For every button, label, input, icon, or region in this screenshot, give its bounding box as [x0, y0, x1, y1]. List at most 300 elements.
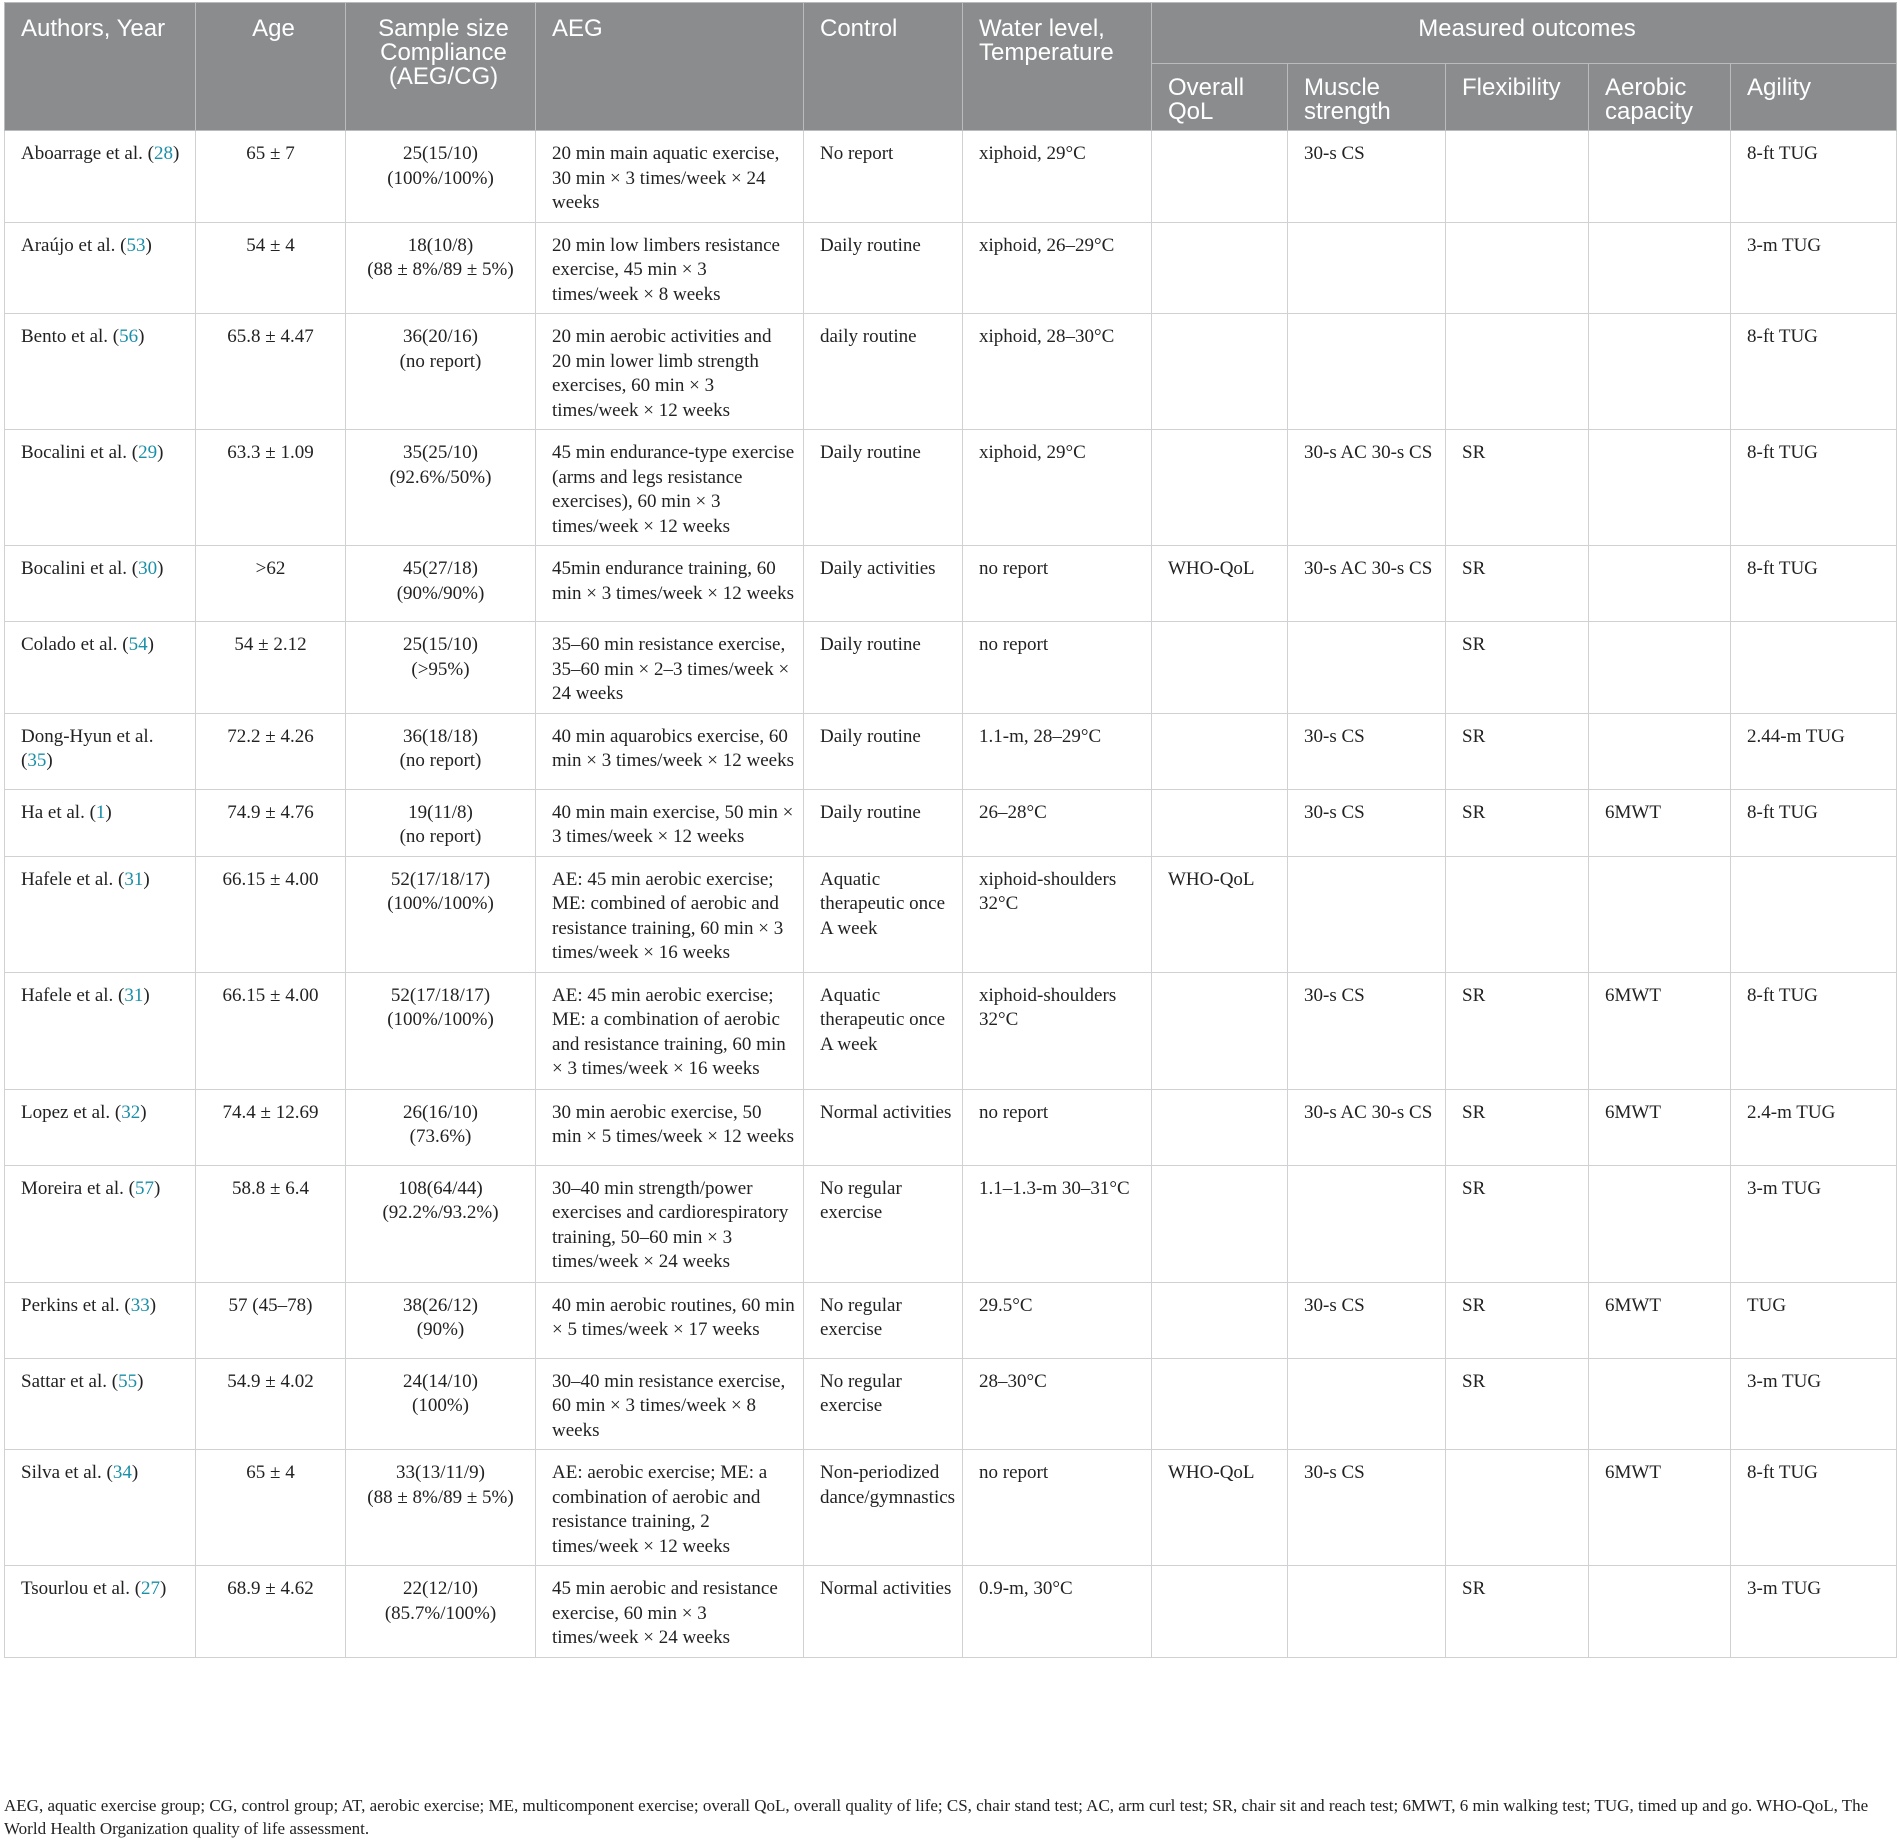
- reference-link[interactable]: 1: [95, 801, 106, 823]
- control-cell: [804, 1566, 963, 1658]
- aeg-cell: [536, 222, 804, 314]
- reference-link[interactable]: 56: [119, 326, 139, 347]
- control-cell: [804, 314, 963, 430]
- aeg-cell: [536, 131, 804, 223]
- table-row: [5, 622, 1897, 714]
- header-control: Control: [804, 3, 963, 131]
- aerobic-cell: [1589, 1089, 1731, 1165]
- sample-size-cell: [346, 1566, 536, 1658]
- strength-cell: [1288, 1566, 1446, 1658]
- author-name: Aboarrage et al. (: [21, 143, 154, 164]
- age-value: 74.4 ± 12.69: [222, 1101, 319, 1123]
- water-value: xiphoid-shoulders 32°C: [979, 868, 1117, 914]
- aeg-description: 40 min main exercise, 50 min × 3 times/week × 12 weeks: [552, 801, 794, 847]
- water-value: xiphoid, 28–30°C: [979, 326, 1115, 347]
- agility-value: 3-m TUG: [1747, 1578, 1822, 1599]
- sample-size-value: 52(17/18/17): [390, 984, 491, 1006]
- reference-link[interactable]: 32: [121, 1101, 141, 1123]
- aerobic-cell: [1589, 856, 1731, 972]
- age-cell: [196, 222, 346, 314]
- aeg-cell: [536, 1089, 804, 1165]
- reference-close: ): [105, 801, 112, 823]
- control-cell: [804, 1450, 963, 1566]
- aeg-description: 35–60 min resistance exercise, 35–60 min × 2–3 times/week × 24 weeks: [552, 634, 790, 704]
- table-footnote: AEG, aquatic exercise group; CG, control group; AT, aerobic exercise; ME, multicomponent exercise; overall QoL, overall quality of life; CS, chair stand test; AC, arm curl test; SR, chair sit and reach test; 6MWT, 6 min walking test; TUG, timed up and go. WHO-QoL, The World Health Organization quality of life assessment.: [4, 1796, 1869, 1838]
- strength-cell: [1288, 1358, 1446, 1450]
- sample-size-value: 25(15/10): [403, 634, 478, 655]
- control-value: Daily activities: [820, 558, 936, 579]
- flexibility-cell: [1446, 1089, 1589, 1165]
- water-cell: [963, 1358, 1152, 1450]
- agility-cell: [1731, 1089, 1897, 1165]
- aerobic-cell: [1589, 1282, 1731, 1358]
- table-row: [5, 222, 1897, 314]
- aeg-description: 20 min aerobic activities and 20 min lower limb strength exercises, 60 min × 3 times/week × 12 weeks: [552, 326, 772, 421]
- agility-value: 8-ft TUG: [1747, 326, 1818, 347]
- age-cell: [196, 430, 346, 546]
- header-sample-size: Sample size Compliance (AEG/CG): [346, 3, 536, 131]
- water-value: 28–30°C: [979, 1370, 1047, 1392]
- aerobic-cell: [1589, 1358, 1731, 1450]
- qol-cell: [1152, 430, 1288, 546]
- author-name: Bento et al. (: [21, 326, 120, 347]
- flexibility-cell: [1446, 972, 1589, 1089]
- strength-cell: [1288, 972, 1446, 1089]
- agility-value: 8-ft TUG: [1747, 1462, 1818, 1483]
- water-cell: [963, 1450, 1152, 1566]
- table-row: [5, 430, 1897, 546]
- age-value: 68.9 ± 4.62: [227, 1578, 314, 1599]
- reference-link[interactable]: 54: [128, 634, 148, 655]
- agility-cell: [1731, 789, 1897, 856]
- sample-size-value: 22(12/10): [403, 1578, 478, 1599]
- flexibility-value: SR: [1462, 1370, 1486, 1392]
- strength-cell: [1288, 1450, 1446, 1566]
- age-cell: [196, 546, 346, 622]
- flexibility-cell: [1446, 856, 1589, 972]
- flexibility-cell: [1446, 789, 1589, 856]
- agility-cell: [1731, 1165, 1897, 1282]
- water-value: no report: [979, 1462, 1049, 1483]
- strength-cell: [1288, 314, 1446, 430]
- flexibility-cell: [1446, 131, 1589, 223]
- aeg-description: 40 min aquarobics exercise, 60 min × 3 times/week × 12 weeks: [552, 725, 794, 771]
- age-value: 72.2 ± 4.26: [227, 725, 314, 747]
- water-cell: [963, 1089, 1152, 1165]
- qol-cell: [1152, 1358, 1288, 1450]
- reference-close: ): [160, 1578, 167, 1599]
- water-cell: [963, 789, 1152, 856]
- reference-link[interactable]: 53: [126, 234, 146, 256]
- age-cell: [196, 1566, 346, 1658]
- water-cell: [963, 1165, 1152, 1282]
- sample-size-value: 33(13/11/9): [395, 1462, 485, 1483]
- sample-size-value: 24(14/10): [403, 1370, 478, 1392]
- age-cell: [196, 1282, 346, 1358]
- author-name: Bocalini et al. (: [21, 558, 139, 579]
- control-cell: [804, 622, 963, 714]
- agility-value: 8-ft TUG: [1747, 442, 1818, 463]
- table-row: [5, 1165, 1897, 1282]
- strength-cell: [1288, 546, 1446, 622]
- agility-value: 3-m TUG: [1747, 234, 1822, 256]
- sample-size-value: 36(18/18): [403, 725, 478, 747]
- aeg-description: 30 min aerobic exercise, 50 min × 5 times/week × 12 weeks: [552, 1101, 794, 1147]
- control-cell: [804, 789, 963, 856]
- agility-cell: [1731, 972, 1897, 1089]
- reference-close: ): [157, 442, 164, 463]
- flexibility-cell: [1446, 1566, 1589, 1658]
- agility-cell: [1731, 131, 1897, 223]
- reference-link[interactable]: 57: [134, 1177, 154, 1199]
- flexibility-cell: [1446, 713, 1589, 789]
- strength-cell: [1288, 430, 1446, 546]
- table-row: [5, 856, 1897, 972]
- compliance-value: (85.7%/100%): [384, 1602, 497, 1624]
- aerobic-value: 6MWT: [1605, 1101, 1661, 1123]
- control-cell: [804, 222, 963, 314]
- reference-link[interactable]: 29: [138, 442, 158, 463]
- aerobic-value: 6MWT: [1605, 984, 1661, 1006]
- qol-cell: [1152, 1089, 1288, 1165]
- flexibility-cell: [1446, 222, 1589, 314]
- water-cell: [963, 430, 1152, 546]
- agility-value: 8-ft TUG: [1747, 984, 1818, 1006]
- aeg-cell: [536, 1358, 804, 1450]
- author-cell: [5, 1282, 196, 1358]
- flexibility-cell: [1446, 1358, 1589, 1450]
- strength-value: 30-s CS: [1304, 984, 1365, 1006]
- author-cell: [5, 713, 196, 789]
- flexibility-value: SR: [1462, 634, 1486, 655]
- water-value: xiphoid-shoulders 32°C: [979, 984, 1117, 1030]
- control-value: Aquatic therapeutic once A week: [820, 868, 946, 939]
- agility-cell: [1731, 222, 1897, 314]
- aerobic-cell: [1589, 972, 1731, 1089]
- aeg-description: AE: 45 min aerobic exercise; ME: a combination of aerobic and resistance training, 60 min × 3 times/week × 16 weeks: [552, 984, 786, 1079]
- aerobic-cell: [1589, 1566, 1731, 1658]
- author-cell: [5, 1566, 196, 1658]
- aeg-cell: [536, 713, 804, 789]
- age-value: 58.8 ± 6.4: [232, 1177, 309, 1199]
- age-cell: [196, 1089, 346, 1165]
- aeg-description: 20 min low limbers resistance exercise, 45 min × 3 times/week × 8 weeks: [552, 234, 780, 305]
- flexibility-value: SR: [1462, 984, 1486, 1006]
- age-cell: [196, 856, 346, 972]
- header-muscle-strength: Muscle strength: [1288, 64, 1446, 131]
- control-cell: [804, 1358, 963, 1450]
- reference-link[interactable]: 55: [118, 1370, 138, 1392]
- flexibility-cell: [1446, 430, 1589, 546]
- agility-value: 8-ft TUG: [1747, 143, 1818, 164]
- age-value: 66.15 ± 4.00: [222, 868, 319, 890]
- age-value: 65 ± 4: [246, 1462, 295, 1483]
- compliance-value: (no report): [399, 350, 482, 372]
- author-name: Lopez et al. (: [21, 1101, 122, 1123]
- age-value: 74.9 ± 4.76: [227, 801, 314, 823]
- water-cell: [963, 314, 1152, 430]
- reference-close: ): [172, 143, 180, 164]
- reference-link[interactable]: 30: [138, 558, 158, 579]
- aerobic-cell: [1589, 713, 1731, 789]
- aerobic-value: 6MWT: [1605, 801, 1661, 823]
- water-cell: [963, 972, 1152, 1089]
- water-cell: [963, 856, 1152, 972]
- aeg-cell: [536, 972, 804, 1089]
- author-name: Araújo et al. (: [21, 234, 127, 256]
- table-row: [5, 1089, 1897, 1165]
- age-value: 63.3 ± 1.09: [227, 442, 314, 463]
- strength-value: 30-s CS: [1304, 725, 1365, 747]
- author-cell: [5, 856, 196, 972]
- header-measured-outcomes: Measured outcomes: [1152, 3, 1897, 64]
- reference-link[interactable]: 35: [27, 750, 47, 771]
- author-name: Moreira et al. (: [21, 1177, 135, 1199]
- aeg-description: AE: aerobic exercise; ME: a combination of aerobic and resistance training, 2 times/week × 12 weeks: [552, 1462, 768, 1557]
- water-cell: [963, 546, 1152, 622]
- sample-size-value: 38(26/12): [403, 1294, 478, 1316]
- compliance-value: (>95%): [411, 658, 470, 680]
- qol-value: WHO-QoL: [1168, 868, 1255, 890]
- strength-cell: [1288, 1089, 1446, 1165]
- sample-size-cell: [346, 789, 536, 856]
- qol-value: WHO-QoL: [1168, 1462, 1255, 1483]
- flexibility-value: SR: [1462, 442, 1486, 463]
- reference-close: ): [153, 1177, 161, 1199]
- water-cell: [963, 622, 1152, 714]
- qol-cell: [1152, 1450, 1288, 1566]
- agility-value: 3-m TUG: [1747, 1370, 1822, 1392]
- author-name: Hafele et al. (: [21, 868, 125, 890]
- compliance-value: (88 ± 8%/89 ± 5%): [367, 259, 514, 280]
- strength-value: 30-s AC 30-s CS: [1304, 442, 1433, 463]
- qol-cell: [1152, 131, 1288, 223]
- qol-cell: [1152, 622, 1288, 714]
- age-value: 54.9 ± 4.02: [227, 1370, 314, 1392]
- qol-cell: [1152, 546, 1288, 622]
- aeg-cell: [536, 1165, 804, 1282]
- control-value: No report: [820, 143, 894, 164]
- sample-size-cell: [346, 314, 536, 430]
- strength-value: 30-s AC 30-s CS: [1304, 558, 1433, 579]
- compliance-value: (90%/90%): [396, 582, 485, 604]
- author-cell: [5, 622, 196, 714]
- qol-value: WHO-QoL: [1168, 558, 1255, 579]
- control-cell: [804, 1089, 963, 1165]
- control-cell: [804, 546, 963, 622]
- reference-close: ): [157, 558, 164, 579]
- header-age: Age: [196, 3, 346, 131]
- agility-cell: [1731, 430, 1897, 546]
- author-name: Silva et al. (: [21, 1462, 113, 1483]
- agility-value: 3-m TUG: [1747, 1177, 1822, 1199]
- header-agility: Agility: [1731, 64, 1897, 131]
- control-value: Normal activities: [820, 1101, 952, 1123]
- compliance-value: (no report): [399, 826, 482, 847]
- qol-cell: [1152, 314, 1288, 430]
- agility-cell: [1731, 314, 1897, 430]
- sample-size-value: 108(64/44): [398, 1177, 483, 1199]
- age-cell: [196, 1165, 346, 1282]
- water-value: 29.5°C: [979, 1294, 1033, 1316]
- table-row: [5, 1282, 1897, 1358]
- water-value: xiphoid, 29°C: [979, 143, 1086, 164]
- age-value: 65.8 ± 4.47: [227, 326, 314, 347]
- aerobic-cell: [1589, 222, 1731, 314]
- age-value: 54 ± 2.12: [234, 634, 307, 655]
- agility-value: 2.44-m TUG: [1747, 725, 1845, 747]
- age-value: >62: [255, 558, 286, 579]
- age-value: 57 (45–78): [228, 1294, 313, 1316]
- aerobic-cell: [1589, 430, 1731, 546]
- table-body: [5, 131, 1897, 1658]
- sample-size-value: 26(16/10): [403, 1101, 478, 1123]
- aeg-cell: [536, 314, 804, 430]
- control-value: Non-periodized dance/gymnastics: [820, 1462, 956, 1508]
- strength-cell: [1288, 622, 1446, 714]
- control-value: No regular exercise: [820, 1370, 902, 1416]
- sample-size-cell: [346, 856, 536, 972]
- author-name: Sattar et al. (: [21, 1370, 119, 1392]
- author-name: Ha et al. (: [21, 801, 96, 823]
- strength-value: 30-s AC 30-s CS: [1304, 1101, 1433, 1123]
- reference-close: ): [137, 1370, 144, 1392]
- sample-size-cell: [346, 546, 536, 622]
- water-value: 26–28°C: [979, 801, 1047, 823]
- table-row: [5, 713, 1897, 789]
- control-value: No regular exercise: [820, 1294, 902, 1340]
- compliance-value: (92.2%/93.2%): [382, 1202, 499, 1223]
- qol-cell: [1152, 856, 1288, 972]
- author-cell: [5, 1089, 196, 1165]
- header-overall-qol: Overall QoL: [1152, 64, 1288, 131]
- aerobic-cell: [1589, 314, 1731, 430]
- control-value: Normal activities: [820, 1578, 952, 1599]
- qol-cell: [1152, 789, 1288, 856]
- reference-link[interactable]: 34: [112, 1462, 132, 1483]
- author-cell: [5, 131, 196, 223]
- age-cell: [196, 713, 346, 789]
- aeg-description: 20 min main aquatic exercise, 30 min × 3 times/week × 24 weeks: [552, 143, 780, 213]
- control-cell: [804, 1282, 963, 1358]
- reference-link[interactable]: 27: [141, 1578, 161, 1599]
- flexibility-cell: [1446, 314, 1589, 430]
- sample-size-value: 45(27/18): [403, 558, 478, 579]
- author-cell: [5, 546, 196, 622]
- water-value: 1.1-m, 28–29°C: [979, 725, 1102, 747]
- header-authors-year: Authors, Year: [5, 3, 196, 131]
- flexibility-cell: [1446, 1450, 1589, 1566]
- sample-size-cell: [346, 1450, 536, 1566]
- flexibility-cell: [1446, 622, 1589, 714]
- author-cell: [5, 314, 196, 430]
- aerobic-cell: [1589, 789, 1731, 856]
- table-row: [5, 314, 1897, 430]
- flexibility-cell: [1446, 546, 1589, 622]
- flexibility-value: SR: [1462, 1177, 1486, 1199]
- compliance-value: (90%): [416, 1319, 465, 1340]
- control-cell: [804, 713, 963, 789]
- compliance-value: (100%): [412, 1395, 469, 1416]
- sample-size-value: 52(17/18/17): [390, 868, 491, 890]
- aerobic-value: 6MWT: [1605, 1294, 1661, 1316]
- agility-cell: [1731, 622, 1897, 714]
- aerobic-cell: [1589, 1450, 1731, 1566]
- compliance-value: (100%/100%): [387, 1009, 494, 1030]
- water-cell: [963, 1282, 1152, 1358]
- reference-close: ): [147, 634, 154, 655]
- qol-cell: [1152, 1165, 1288, 1282]
- author-name: Dong-Hyun et al. (: [21, 725, 154, 771]
- flexibility-value: SR: [1462, 558, 1486, 579]
- aeg-description: AE: 45 min aerobic exercise; ME: combined of aerobic and resistance training, 60 min × 3 times/week × 16 weeks: [552, 868, 784, 963]
- table-row: [5, 1450, 1897, 1566]
- author-name: Colado et al. (: [21, 634, 129, 655]
- strength-value: 30-s CS: [1304, 143, 1365, 164]
- qol-cell: [1152, 222, 1288, 314]
- agility-value: 2.4-m TUG: [1747, 1101, 1836, 1123]
- water-value: no report: [979, 1101, 1049, 1123]
- reference-link[interactable]: 28: [153, 143, 173, 164]
- control-value: Daily routine: [820, 442, 921, 463]
- strength-cell: [1288, 789, 1446, 856]
- age-cell: [196, 1450, 346, 1566]
- agility-value: 8-ft TUG: [1747, 558, 1818, 579]
- sample-size-cell: [346, 1089, 536, 1165]
- water-value: 0.9-m, 30°C: [979, 1578, 1073, 1599]
- agility-cell: [1731, 1566, 1897, 1658]
- reference-link[interactable]: 31: [124, 868, 144, 890]
- aeg-description: 30–40 min strength/power exercises and cardiorespiratory training, 50–60 min × 3 times/week × 24 weeks: [552, 1177, 789, 1272]
- water-value: xiphoid, 29°C: [979, 442, 1086, 463]
- qol-cell: [1152, 1282, 1288, 1358]
- sample-size-value: 19(11/8): [408, 801, 473, 823]
- aerobic-cell: [1589, 622, 1731, 714]
- control-cell: [804, 1165, 963, 1282]
- author-name: Hafele et al. (: [21, 984, 125, 1006]
- reference-link[interactable]: 31: [124, 984, 144, 1006]
- age-cell: [196, 972, 346, 1089]
- table-header: [5, 3, 1897, 131]
- aerobic-cell: [1589, 1165, 1731, 1282]
- flexibility-value: SR: [1462, 1578, 1486, 1599]
- water-value: no report: [979, 634, 1049, 655]
- strength-cell: [1288, 1165, 1446, 1282]
- author-cell: [5, 1358, 196, 1450]
- qol-cell: [1152, 972, 1288, 1089]
- agility-value: TUG: [1747, 1294, 1787, 1316]
- control-cell: [804, 856, 963, 972]
- compliance-value: (92.6%/50%): [389, 466, 492, 488]
- reference-link[interactable]: 33: [130, 1294, 150, 1316]
- aeg-cell: [536, 1450, 804, 1566]
- aerobic-cell: [1589, 131, 1731, 223]
- agility-cell: [1731, 713, 1897, 789]
- water-cell: [963, 1566, 1152, 1658]
- sample-size-cell: [346, 131, 536, 223]
- reference-close: ): [131, 1462, 139, 1483]
- aeg-description: 45 min aerobic and resistance exercise, 60 min × 3 times/week × 24 weeks: [552, 1578, 778, 1648]
- aerobic-cell: [1589, 546, 1731, 622]
- sample-size-value: 25(15/10): [403, 143, 478, 164]
- strength-cell: [1288, 222, 1446, 314]
- sample-size-cell: [346, 1282, 536, 1358]
- strength-cell: [1288, 713, 1446, 789]
- agility-cell: [1731, 1282, 1897, 1358]
- table-row: [5, 1566, 1897, 1658]
- header-water-level: Water level, Temperature: [963, 3, 1152, 131]
- reference-close: ): [145, 234, 152, 256]
